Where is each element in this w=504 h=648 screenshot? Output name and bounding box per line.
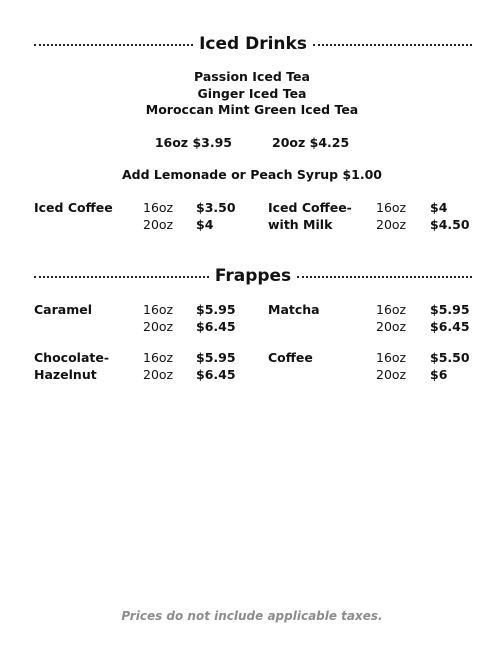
iced-drinks-heading <box>34 34 472 54</box>
frappes-row-1: Caramel 16oz 20oz $5.95 $6.45 Matcha 16oz 20oz $5.95 $6.45 <box>34 302 470 334</box>
frappes-title: Frappes <box>214 266 292 286</box>
tax-disclaimer: Prices do not include applicable taxes. <box>121 609 383 623</box>
addon-line: Add Lemonade or Peach Syrup $1.00 <box>122 167 382 182</box>
frappes-row-2: Chocolate- Hazelnut 16oz 20oz $5.95 $6.45 Coffee 16oz 20oz $5.50 $6 <box>34 350 470 382</box>
tea-item: Ginger Iced Tea <box>197 85 307 101</box>
dotted-rule-right <box>313 44 472 46</box>
dotted-rule-right <box>297 276 472 278</box>
dotted-rule-left <box>34 44 193 46</box>
iced-drinks-title: Iced Drinks <box>199 34 307 54</box>
tea-item: Passion Iced Tea <box>194 69 310 84</box>
frappes-heading <box>34 266 472 286</box>
tea-sizes <box>0 135 504 150</box>
iced-coffee-row: Iced Coffee 16oz 20oz $3.50 $4 Iced Coffee- with Milk 16oz 20oz $4 $4.50 <box>34 200 470 232</box>
tea-size-20oz: 20oz $4.25 <box>272 135 350 150</box>
tea-size-16oz: 16oz $3.95 <box>154 135 232 150</box>
tea-list <box>0 69 504 119</box>
tea-item: Moroccan Mint Green Iced Tea <box>145 102 359 117</box>
dotted-rule-left <box>34 276 209 278</box>
